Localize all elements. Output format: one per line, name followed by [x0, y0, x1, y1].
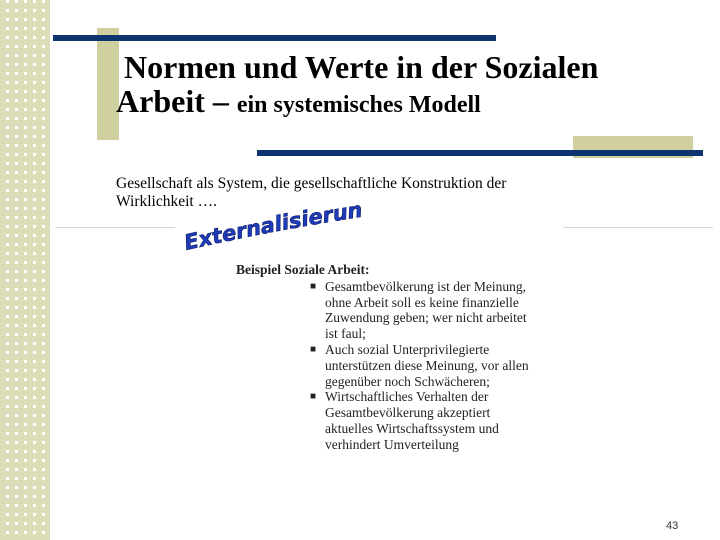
externalisierung-wordart: [180, 200, 370, 260]
middle-divider-bar: [257, 150, 703, 156]
square-bullet-icon: ■: [310, 343, 317, 355]
example-bullet-list: [236, 279, 566, 453]
subtitle-line-2: Wirklichkeit ….: [116, 193, 217, 210]
bullet-line: verhindert Umverteilung: [325, 436, 459, 452]
top-divider-bar: [53, 35, 496, 41]
example-heading: Beispiel Soziale Arbeit:: [236, 262, 370, 277]
square-bullet-icon: ■: [310, 280, 317, 292]
list-item: [310, 389, 566, 452]
title-line-2: [116, 84, 696, 122]
bullet-line: Zuwendung geben; wer nicht arbeitet: [325, 310, 527, 326]
page-number: 43: [666, 520, 679, 532]
bullet-line: unterstützen diese Meinung, vor allen: [325, 357, 529, 373]
bullet-line: ohne Arbeit soll es keine finanzielle: [325, 294, 519, 310]
title-line-2-main: Arbeit –: [116, 83, 237, 119]
bullet-line: ist faul;: [325, 326, 366, 342]
bullet-line: Auch sozial Unterprivilegierte: [325, 341, 490, 357]
title-line-2-sub: ein systemisches Modell: [236, 92, 481, 118]
wordart-text: [180, 200, 364, 255]
square-bullet-icon: ■: [310, 391, 317, 403]
checkered-side-pattern: [0, 0, 50, 540]
title-line-1: Normen und Werte in der Sozialen: [124, 49, 599, 85]
bullet-line: aktuelles Wirtschaftssystem und: [325, 420, 499, 436]
example-block: [236, 262, 566, 453]
wordart-svg: [180, 200, 370, 260]
figure-frame-line-right: [563, 227, 713, 228]
bullet-line: Wirtschaftliches Verhalten der: [325, 389, 489, 405]
bullet-line: Gesamtbevölkerung akzeptiert: [325, 405, 491, 421]
list-item: [310, 278, 566, 342]
bullet-line: Gesamtbevölkerung ist der Meinung,: [325, 278, 526, 294]
list-item: [310, 341, 566, 389]
bullet-line: gegenüber noch Schwächeren;: [325, 373, 490, 389]
slide-title: [116, 50, 696, 122]
subtitle-line-1: Gesellschaft als System, die gesellschaftliche Konstruktion der: [116, 175, 507, 192]
figure-frame-line-left: [55, 227, 175, 228]
wordart-textpath: Externalisierun: [181, 200, 364, 255]
